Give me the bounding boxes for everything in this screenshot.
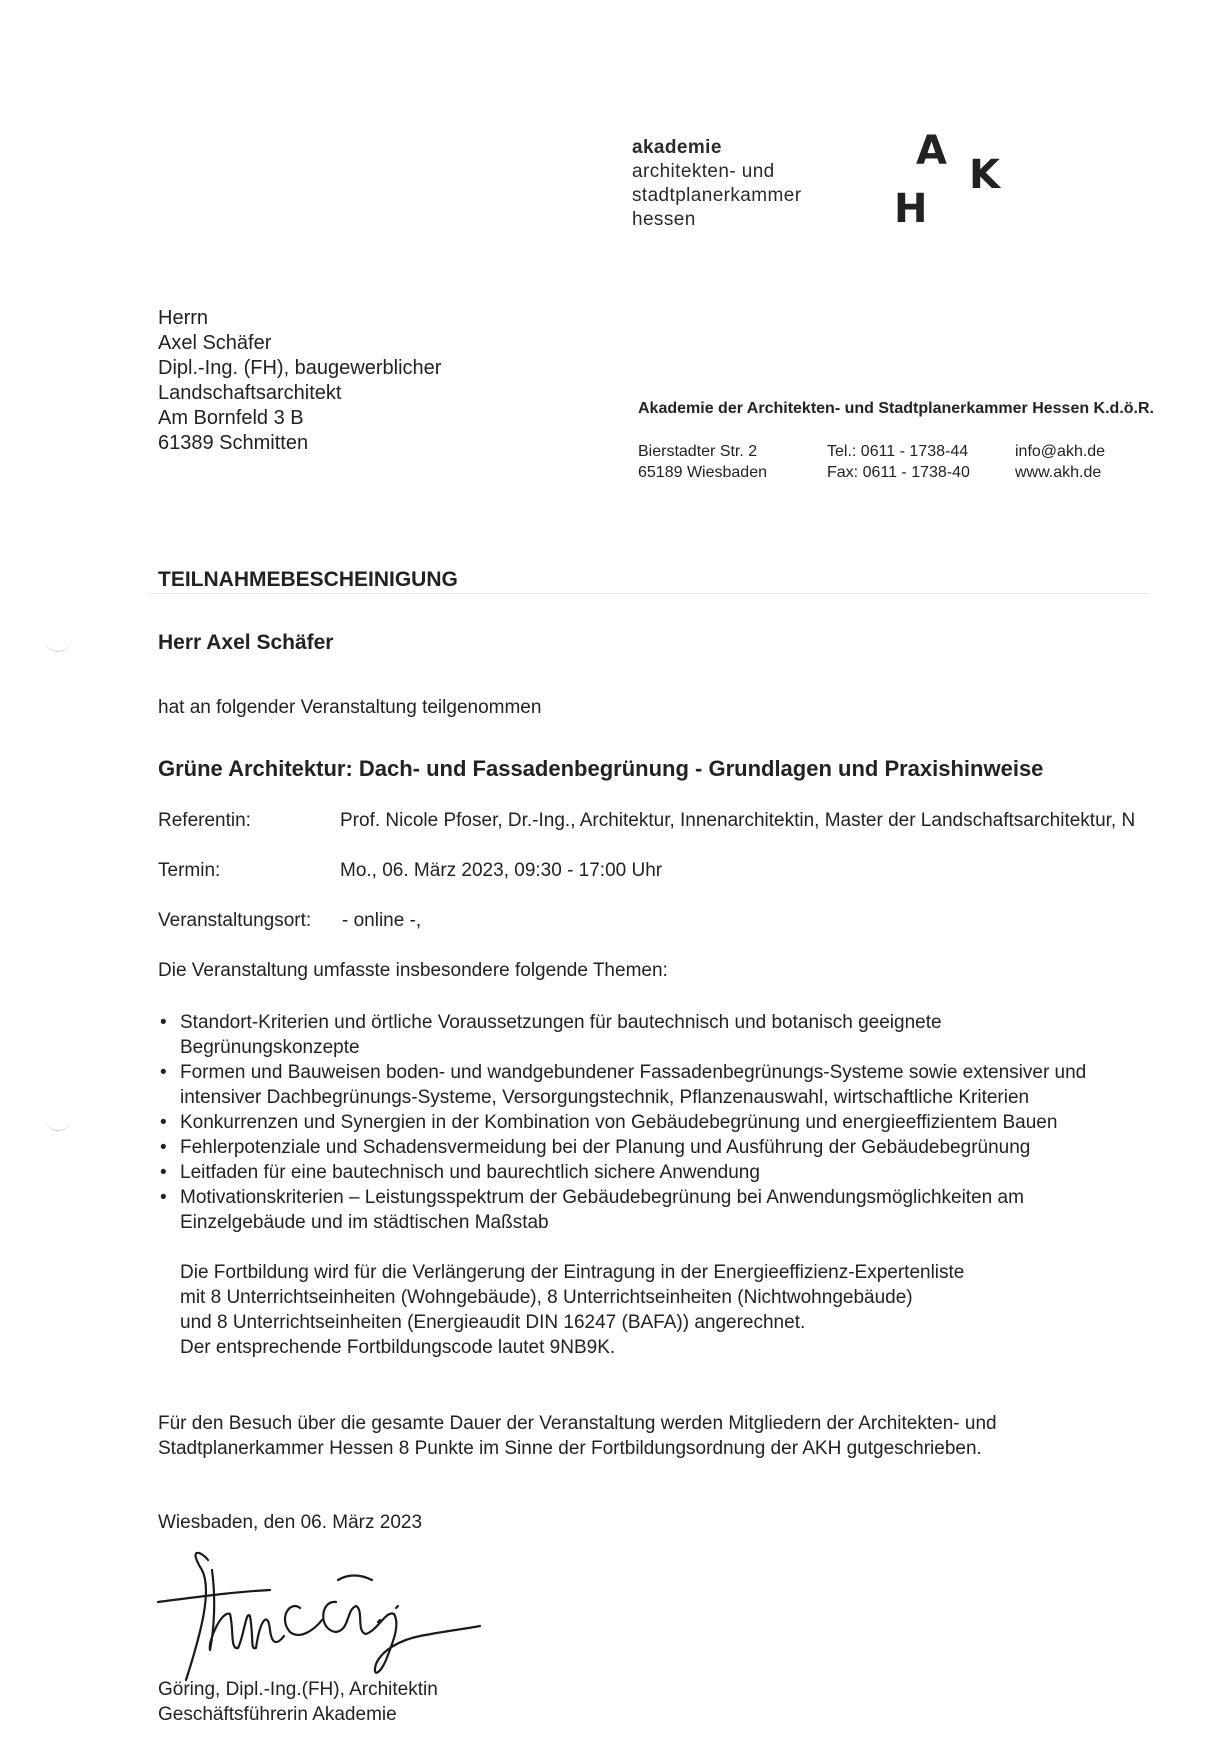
logo-letter-k: K bbox=[969, 152, 1000, 198]
closing-text bbox=[158, 1411, 997, 1461]
address-name: Axel Schäfer bbox=[158, 332, 272, 354]
training-note-line: Der entsprechende Fortbildungscode lautet 9NB9K. bbox=[180, 1337, 616, 1358]
organization-web: www.akh.de bbox=[1015, 464, 1102, 481]
organization-city: 65189 Wiesbaden bbox=[638, 464, 767, 481]
list-item: • Formen und Bauweisen boden- und wandgebundener Fassadenbegrünungs-Systeme sowie extensiver und intensiver Dachbegrünungs-Systeme, Versorgungstechnik, Pflanzenauswahl, wirtschaftliche Kriterien bbox=[158, 1060, 1158, 1110]
location-label: Veranstaltungsort: bbox=[158, 910, 312, 931]
address-title-line-2: Landschaftsarchitekt bbox=[158, 382, 342, 404]
organization-contact bbox=[1015, 441, 1105, 483]
logo-line-architekten: architekten- und bbox=[632, 161, 775, 182]
training-note-line: Die Fortbildung wird für die Verlängerung der Eintragung in der Energieeffizienz-Expertenliste bbox=[180, 1262, 965, 1283]
address-city: 61389 Schmitten bbox=[158, 432, 309, 454]
logo-line-akademie: akademie bbox=[632, 137, 722, 158]
title-divider bbox=[150, 593, 1150, 594]
training-note-line: mit 8 Unterrichtseinheiten (Wohngebäude), 8 Unterrichtseinheiten (Nichtwohngebäude) bbox=[180, 1287, 913, 1308]
list-item: • Motivationskriterien – Leistungsspektrum der Gebäudebegrünung bei Anwendungsmöglichkeiten am Einzelgebäude und im städtischen Maßstab bbox=[158, 1185, 1158, 1235]
closing-line: Für den Besuch über die gesamte Dauer der Veranstaltung werden Mitgliedern der Architekten- und bbox=[158, 1413, 997, 1434]
address-salutation: Herrn bbox=[158, 307, 209, 329]
punch-mark bbox=[44, 1116, 72, 1131]
training-note-line: und 8 Unterrichtseinheiten (Energieaudit DIN 16247 (BAFA)) angerechnet. bbox=[180, 1312, 806, 1333]
speaker-value: Prof. Nicole Pfoser, Dr.-Ing., Architektur, Innenarchitektin, Master der Landschaftsarchitektur, N bbox=[340, 810, 1136, 831]
list-item: • Standort-Kriterien und örtliche Voraussetzungen für bautechnisch und botanisch geeignete Begrünungskonzepte bbox=[158, 1010, 1158, 1060]
logo-text bbox=[632, 136, 801, 232]
closing-line: Stadtplanerkammer Hessen 8 Punkte im Sinne der Fortbildungsordnung der AKH gutgeschrieben. bbox=[158, 1438, 982, 1459]
recipient-address bbox=[158, 306, 441, 456]
signature-image bbox=[150, 1540, 490, 1690]
date-label: Termin: bbox=[158, 860, 221, 881]
speaker-label: Referentin: bbox=[158, 810, 251, 831]
logo-line-hessen: hessen bbox=[632, 209, 696, 230]
punch-mark bbox=[44, 637, 72, 652]
certificate-recipient: Herr Axel Schäfer bbox=[158, 631, 334, 654]
logo-letter-h: H bbox=[894, 186, 928, 232]
address-title-line-1: Dipl.-Ing. (FH), baugewerblicher bbox=[158, 357, 442, 379]
date-value: Mo., 06. März 2023, 09:30 - 17:00 Uhr bbox=[340, 860, 663, 881]
organization-street: Bierstadter Str. 2 bbox=[638, 443, 758, 460]
training-note bbox=[180, 1260, 964, 1360]
logo-letter-a: A bbox=[916, 128, 947, 174]
event-title: Grüne Architektur: Dach- und Fassadenbegrünung - Grundlagen und Praxishinweise bbox=[158, 756, 1044, 781]
list-item: • Leitfaden für eine bautechnisch und baurechtlich sichere Anwendung bbox=[158, 1160, 1158, 1185]
organization-fax: Fax: 0611 - 1738-40 bbox=[827, 464, 970, 481]
signer-block bbox=[158, 1677, 438, 1727]
logo-line-stadtplanerkammer: stadtplanerkammer bbox=[632, 185, 802, 206]
organization-address bbox=[638, 441, 767, 483]
organization-email: info@akh.de bbox=[1015, 443, 1106, 460]
organization-phone bbox=[827, 441, 970, 483]
page-title: TEILNAHMEBESCHEINIGUNG bbox=[158, 568, 458, 591]
list-item: • Konkurrenzen und Synergien in der Kombination von Gebäudebegrünung und energieeffizientem Bauen bbox=[158, 1110, 1158, 1135]
organization-tel: Tel.: 0611 - 1738-44 bbox=[827, 443, 969, 460]
place-date: Wiesbaden, den 06. März 2023 bbox=[158, 1512, 423, 1533]
topics-intro: Die Veranstaltung umfasste insbesondere folgende Themen: bbox=[158, 960, 668, 981]
organization-name: Akademie der Architekten- und Stadtplanerkammer Hessen K.d.ö.R. bbox=[638, 400, 1154, 417]
address-street: Am Bornfeld 3 B bbox=[158, 407, 304, 429]
signer-name: Göring, Dipl.-Ing.(FH), Architektin bbox=[158, 1679, 438, 1700]
list-item: • Fehlerpotenziale und Schadensvermeidung bei der Planung und Ausführung der Gebäudebegrünung bbox=[158, 1135, 1158, 1160]
signer-role: Geschäftsführerin Akademie bbox=[158, 1704, 397, 1725]
location-value: - online -, bbox=[342, 910, 422, 931]
topics-list bbox=[158, 1010, 1158, 1235]
intro-text: hat an folgender Veranstaltung teilgenommen bbox=[158, 697, 542, 718]
